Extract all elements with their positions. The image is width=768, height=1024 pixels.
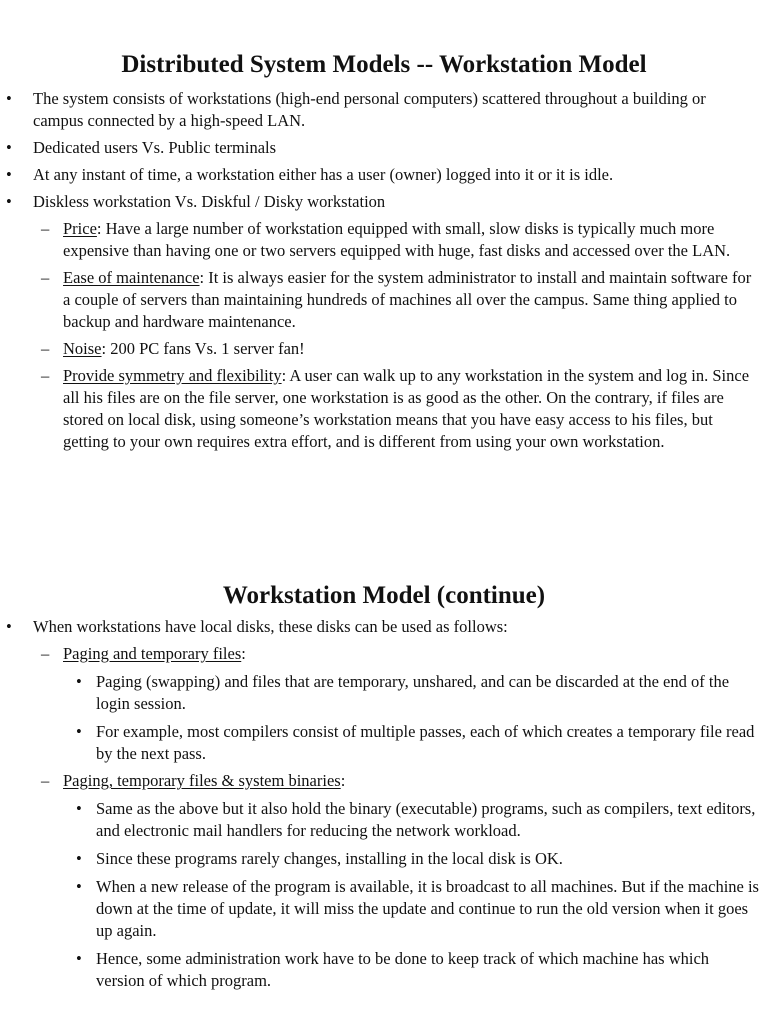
term-ease-of-maintenance: Ease of maintenance (63, 268, 200, 287)
bullet-list (0, 88, 768, 453)
sub-item-symmetry-flexibility (0, 365, 768, 453)
bullet-marker: • (76, 672, 82, 691)
term-suffix: : (241, 644, 246, 663)
sub-item-noise (0, 338, 768, 360)
bullet-item (0, 191, 768, 213)
bullet-marker: • (76, 849, 82, 868)
dash-marker: – (41, 268, 50, 287)
bullet-marker: • (76, 949, 82, 968)
bullet-text: Diskless workstation Vs. Diskful / Disky workstation (33, 192, 386, 211)
sub-item-paging-binaries (0, 770, 768, 792)
bullet-item (0, 88, 768, 132)
bullet-item (0, 137, 768, 159)
sub-sub-item-text: When a new release of the program is available, it is broadcast to all machines. But if the machine is down at the time of update, it will miss the update and continue to run the old version when it goes up again. (96, 877, 759, 940)
bullet-text: Dedicated users Vs. Public terminals (33, 138, 277, 157)
sub-sub-item-text: Same as the above but it also hold the binary (executable) programs, such as compilers, text editors, and electronic mail handlers for reducing the network workload. (96, 799, 756, 840)
bullet-text: At any instant of time, a workstation either has a user (owner) logged into it or it is idle. (33, 165, 614, 184)
dash-marker: – (41, 339, 50, 358)
bullet-text: The system consists of workstations (high-end personal computers) scattered throughout a building or campus connected by a high-speed LAN. (33, 89, 706, 130)
sub-sub-item-text: For example, most compilers consist of multiple passes, each of which creates a temporary file read by the next pass. (96, 722, 755, 763)
bullet-marker: • (76, 722, 82, 741)
slide-title: Workstation Model (continue) (222, 582, 546, 609)
sub-item-text: : A user can walk up to any workstation in the system and log in. Since all his files are on the file server, one workstation is as good as the other. On the contrary, if files are stored on local disk, using someone’s workstation means that you have easy access to his files, but getting to your own requires extra effort, and is different from using your own workstation. (63, 366, 750, 451)
sub-sub-item-text: Paging (swapping) and files that are temporary, unshared, and can be discarded at the end of the login session. (96, 672, 730, 713)
bullet-marker: • (6, 165, 12, 184)
dash-marker: – (41, 219, 50, 238)
term-suffix: : (340, 771, 346, 790)
slide-title: Distributed System Models -- Workstation Model (121, 51, 647, 78)
sub-sub-item-text: Since these programs rarely changes, installing in the local disk is OK. (96, 849, 563, 868)
bullet-item (0, 164, 768, 186)
dash-marker: – (41, 771, 50, 790)
sub-sub-item (0, 798, 768, 842)
bullet-list (0, 616, 768, 992)
sub-item-price (0, 218, 768, 262)
sub-sub-item (0, 721, 768, 765)
dash-marker: – (41, 366, 50, 385)
bullet-marker: • (6, 138, 12, 157)
bullet-text: When workstations have local disks, these disks can be used as follows: (33, 617, 508, 636)
sub-sub-item (0, 948, 768, 992)
sub-item-text: : It is always easier for the system administrator to install and maintain software for a couple of servers than maintaining hundreds of machines all over the campus. Same thing applied to backup and hardware maintenance. (63, 268, 752, 331)
term-paging-binaries: Paging, temporary files & system binaries (63, 771, 341, 790)
bullet-marker: • (6, 617, 12, 636)
bullet-marker: • (76, 877, 82, 896)
bullet-marker: • (76, 799, 82, 818)
bullet-item (0, 616, 768, 638)
slide-workstation-model (0, 0, 768, 453)
term-noise: Noise (63, 339, 102, 358)
sub-item-text: : Have a large number of workstation equipped with small, slow disks is typically much more expensive than having one or two servers equipped with huge, fast disks and accessed over the LAN. (63, 219, 731, 260)
term-symmetry-flexibility: Provide symmetry and flexibility (63, 366, 282, 385)
sub-sub-item (0, 671, 768, 715)
sub-sub-item (0, 876, 768, 942)
sub-item-text: : 200 PC fans Vs. 1 server fan! (101, 339, 305, 358)
slide-workstation-model-continue (0, 578, 768, 992)
sub-sub-item (0, 848, 768, 870)
dash-marker: – (41, 644, 50, 663)
bullet-marker: • (6, 89, 12, 108)
sub-item-ease-of-maintenance (0, 267, 768, 333)
term-price: Price (63, 219, 97, 238)
term-paging-temporary: Paging and temporary files (63, 644, 242, 663)
sub-sub-item-text: Hence, some administration work have to be done to keep track of which machine has which version of which program. (96, 949, 710, 990)
bullet-marker: • (6, 192, 12, 211)
sub-item-paging-temporary (0, 643, 768, 665)
